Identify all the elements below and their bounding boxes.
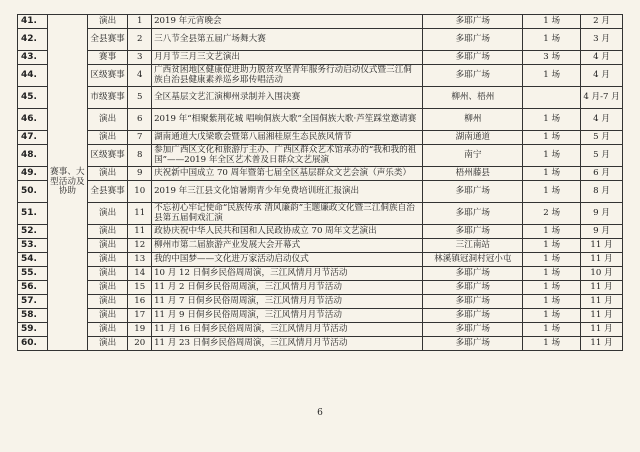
- row-number-cell: 49.: [18, 167, 48, 181]
- index-cell: 15: [128, 281, 152, 295]
- table-row: [18, 145, 623, 167]
- activity-name-cell: 月月节三月三文艺演出: [152, 51, 423, 65]
- index-cell: 1: [128, 15, 152, 29]
- table-row: [18, 337, 623, 351]
- time-cell: 2 月: [581, 15, 623, 29]
- row-number-cell: 55.: [18, 267, 48, 281]
- activity-type-cell: 演出: [87, 281, 128, 295]
- count-cell: 1 场: [523, 65, 581, 87]
- time-cell: 9 月: [581, 203, 623, 225]
- index-cell: 5: [128, 87, 152, 109]
- table-row: [18, 225, 623, 239]
- count-cell: 1 场: [523, 323, 581, 337]
- index-cell: 14: [128, 267, 152, 281]
- table-row: [18, 109, 623, 131]
- location-cell: 多耶广场: [423, 203, 523, 225]
- table-row: [18, 15, 623, 29]
- index-cell: 17: [128, 309, 152, 323]
- activity-type-cell: 演出: [87, 323, 128, 337]
- index-cell: 3: [128, 51, 152, 65]
- row-number-cell: 44.: [18, 65, 48, 87]
- table-row: [18, 323, 623, 337]
- table-row: [18, 253, 623, 267]
- activity-type-cell: 全县赛事: [87, 29, 128, 51]
- index-cell: 2: [128, 29, 152, 51]
- row-number-cell: 56.: [18, 281, 48, 295]
- activity-type-cell: 市级赛事: [87, 87, 128, 109]
- activity-name-cell: 2019 年元宵晚会: [152, 15, 423, 29]
- location-cell: 湖南通道: [423, 131, 523, 145]
- index-cell: 20: [128, 337, 152, 351]
- activity-name-cell: 全区基层文艺汇演柳州录制并入围决赛: [152, 87, 423, 109]
- time-cell: 8 月: [581, 181, 623, 203]
- count-cell: 1 场: [523, 225, 581, 239]
- index-cell: 9: [128, 167, 152, 181]
- activity-name-cell: 11 月 9 日侗乡民俗周周演，三江风情月月节活动: [152, 309, 423, 323]
- index-cell: 10: [128, 181, 152, 203]
- activity-type-cell: 演出: [87, 295, 128, 309]
- activity-name-cell: 庆祝新中国成立 70 周年暨第七届全区基层群众文艺会演（声乐类）: [152, 167, 423, 181]
- time-cell: 5 月: [581, 131, 623, 145]
- location-cell: 多耶广场: [423, 15, 523, 29]
- row-number-cell: 46.: [18, 109, 48, 131]
- index-cell: 11: [128, 225, 152, 239]
- index-cell: 11: [128, 203, 152, 225]
- table-row: [18, 281, 623, 295]
- location-cell: 三江南站: [423, 239, 523, 253]
- time-cell: 11 月: [581, 337, 623, 351]
- activity-type-cell: 演出: [87, 253, 128, 267]
- row-number-cell: 54.: [18, 253, 48, 267]
- location-cell: 多耶广场: [423, 281, 523, 295]
- row-number-cell: 43.: [18, 51, 48, 65]
- time-cell: 4 月: [581, 51, 623, 65]
- activity-type-cell: 演出: [87, 267, 128, 281]
- index-cell: 13: [128, 253, 152, 267]
- activity-type-cell: 演出: [87, 309, 128, 323]
- activity-name-cell: 11 月 16 日侗乡民俗周周演，三江风情月月节活动: [152, 323, 423, 337]
- count-cell: 1 场: [523, 131, 581, 145]
- count-cell: 1 场: [523, 167, 581, 181]
- index-cell: 4: [128, 65, 152, 87]
- location-cell: 多耶广场: [423, 267, 523, 281]
- count-cell: 1 场: [523, 309, 581, 323]
- count-cell: 1 场: [523, 29, 581, 51]
- table-row: [18, 309, 623, 323]
- activity-type-cell: 赛事: [87, 51, 128, 65]
- table-row: [18, 267, 623, 281]
- activity-type-cell: 演出: [87, 239, 128, 253]
- count-cell: 3 场: [523, 51, 581, 65]
- index-cell: 7: [128, 131, 152, 145]
- location-cell: 多耶广场: [423, 51, 523, 65]
- row-number-cell: 41.: [18, 15, 48, 29]
- count-cell: 1 场: [523, 15, 581, 29]
- table-body: [18, 15, 623, 351]
- location-cell: 林溪镇冠洞村冠小屯: [423, 253, 523, 267]
- count-cell: 1 场: [523, 281, 581, 295]
- row-number-cell: 50.: [18, 181, 48, 203]
- activity-name-cell: 柳州市第二届旅游产业发展大会开幕式: [152, 239, 423, 253]
- row-number-cell: 51.: [18, 203, 48, 225]
- index-cell: 6: [128, 109, 152, 131]
- activity-name-cell: 参加广西区文化和旅游厅主办、广西区群众艺术馆承办的“我和我的祖国”——2019 年全区艺术普及日群众文艺展演: [152, 145, 423, 167]
- row-number-cell: 60.: [18, 337, 48, 351]
- activity-table: [17, 14, 623, 351]
- time-cell: 3 月: [581, 29, 623, 51]
- count-cell: 1 场: [523, 295, 581, 309]
- count-cell: 2 场: [523, 203, 581, 225]
- count-cell: 1 场: [523, 145, 581, 167]
- activity-name-cell: 湖南通道大戊梁歌会暨第八届湘桂原生态民族风情节: [152, 131, 423, 145]
- activity-name-cell: 11 月 23 日侗乡民俗周周演，三江风情月月节活动: [152, 337, 423, 351]
- table-row: [18, 239, 623, 253]
- location-cell: 多耶广场: [423, 181, 523, 203]
- time-cell: 9 月: [581, 225, 623, 239]
- row-number-cell: 58.: [18, 309, 48, 323]
- time-cell: 6 月: [581, 167, 623, 181]
- activity-name-cell: 我的中国梦——文化进万家活动启动仪式: [152, 253, 423, 267]
- index-cell: 16: [128, 295, 152, 309]
- table-row: [18, 167, 623, 181]
- activity-name-cell: 11 月 2 日侗乡民俗周周演，三江风情月月节活动: [152, 281, 423, 295]
- location-cell: 柳州: [423, 109, 523, 131]
- activity-name-cell: 10 月 12 日侗乡民俗周周演，三江风情月月节活动: [152, 267, 423, 281]
- activity-type-cell: 全县赛事: [87, 181, 128, 203]
- activity-type-cell: 区级赛事: [87, 65, 128, 87]
- activity-type-cell: 演出: [87, 15, 128, 29]
- time-cell: 4 月-7 月: [581, 87, 623, 109]
- table-row: [18, 295, 623, 309]
- location-cell: 多耶广场: [423, 337, 523, 351]
- location-cell: 多耶广场: [423, 225, 523, 239]
- location-cell: 多耶广场: [423, 309, 523, 323]
- count-cell: 1 场: [523, 239, 581, 253]
- activity-type-cell: 演出: [87, 225, 128, 239]
- count-cell: 1 场: [523, 109, 581, 131]
- time-cell: 11 月: [581, 281, 623, 295]
- time-cell: 4 月: [581, 65, 623, 87]
- count-cell: [523, 87, 581, 109]
- row-number-cell: 53.: [18, 239, 48, 253]
- location-cell: 多耶广场: [423, 29, 523, 51]
- activity-name-cell: 三八节全县第五届广场舞大赛: [152, 29, 423, 51]
- count-cell: 1 场: [523, 181, 581, 203]
- category-cell: 赛事、大型活动及协助: [48, 15, 88, 351]
- location-cell: 多耶广场: [423, 323, 523, 337]
- table-row: [18, 51, 623, 65]
- page-number: 6: [317, 408, 323, 418]
- table-row: [18, 181, 623, 203]
- activity-type-cell: 演出: [87, 109, 128, 131]
- location-cell: 梧州藤县: [423, 167, 523, 181]
- location-cell: 柳州、梧州: [423, 87, 523, 109]
- time-cell: 4 月: [581, 109, 623, 131]
- activity-name-cell: 2019 年三江县文化馆暑期青少年免费培训班汇报演出: [152, 181, 423, 203]
- row-number-cell: 48.: [18, 145, 48, 167]
- row-number-cell: 45.: [18, 87, 48, 109]
- time-cell: 11 月: [581, 295, 623, 309]
- activity-name-cell: 11 月 7 日侗乡民俗周周演，三江风情月月节活动: [152, 295, 423, 309]
- row-number-cell: 57.: [18, 295, 48, 309]
- activity-type-cell: 演出: [87, 131, 128, 145]
- time-cell: 11 月: [581, 323, 623, 337]
- count-cell: 1 场: [523, 267, 581, 281]
- time-cell: 11 月: [581, 239, 623, 253]
- table-row: [18, 87, 623, 109]
- activity-name-cell: 2019 年“相聚紫荆花城 唱响侗族大歌”全国侗族大歌·芦笙踩堂邀请赛: [152, 109, 423, 131]
- table-row: [18, 29, 623, 51]
- index-cell: 12: [128, 239, 152, 253]
- table-row: [18, 203, 623, 225]
- location-cell: 南宁: [423, 145, 523, 167]
- count-cell: 1 场: [523, 253, 581, 267]
- location-cell: 多耶广场: [423, 295, 523, 309]
- index-cell: 8: [128, 145, 152, 167]
- index-cell: 19: [128, 323, 152, 337]
- activity-type-cell: 演出: [87, 337, 128, 351]
- time-cell: 11 月: [581, 253, 623, 267]
- time-cell: 5 月: [581, 145, 623, 167]
- time-cell: 11 月: [581, 309, 623, 323]
- activity-type-cell: 演出: [87, 167, 128, 181]
- activity-type-cell: 演出: [87, 203, 128, 225]
- table-row: [18, 65, 623, 87]
- row-number-cell: 52.: [18, 225, 48, 239]
- table-row: [18, 131, 623, 145]
- activity-name-cell: 不忘初心牢记使命“民族传承 清风廉韵”主题廉政文化暨三江侗族自治县第五届侗戏汇演: [152, 203, 423, 225]
- location-cell: 多耶广场: [423, 65, 523, 87]
- time-cell: 10 月: [581, 267, 623, 281]
- activity-name-cell: 政协庆祝中华人民共和国和人民政协成立 70 周年文艺演出: [152, 225, 423, 239]
- count-cell: 1 场: [523, 337, 581, 351]
- row-number-cell: 42.: [18, 29, 48, 51]
- activity-name-cell: 广西贫困地区健康促进助力脱贫攻坚青年服务行动启动仪式暨三江侗族自治县健康素养巡乡耶传唱活动: [152, 65, 423, 87]
- row-number-cell: 47.: [18, 131, 48, 145]
- activity-type-cell: 区级赛事: [87, 145, 128, 167]
- row-number-cell: 59.: [18, 323, 48, 337]
